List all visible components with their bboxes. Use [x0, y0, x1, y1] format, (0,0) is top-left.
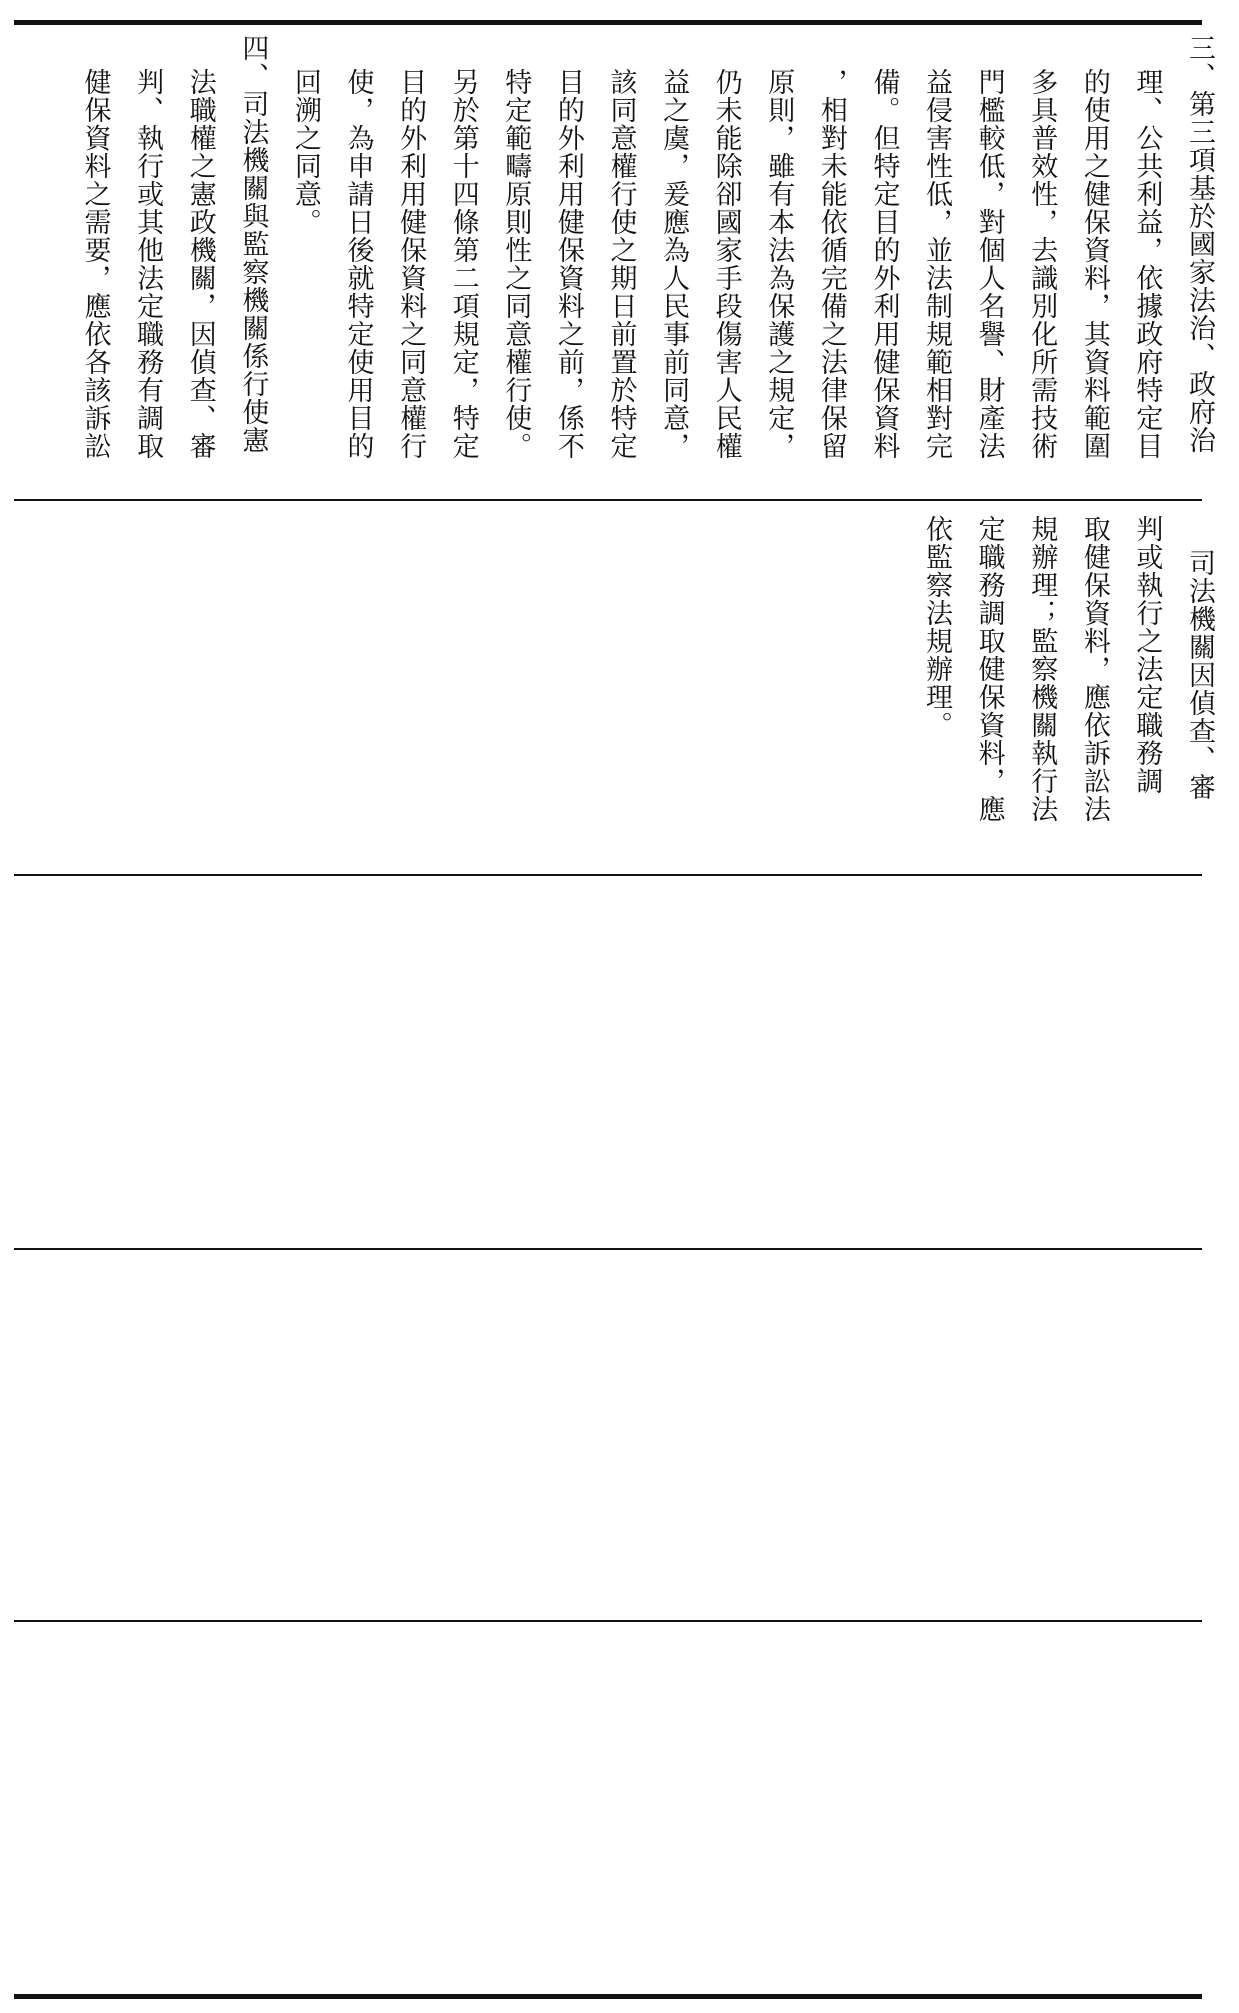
clause-line: 法職權之憲政機關，因偵查、審: [184, 68, 216, 460]
clause-line: 理、公共利益，依據政府特定目: [1131, 68, 1163, 460]
clause-line: 健保資料之需要，應依各該訴訟: [79, 68, 111, 460]
explanation-line: 判或執行之法定職務調: [1131, 515, 1163, 795]
clause-line: 回溯之同意。: [289, 68, 321, 236]
clause-line: 益侵害性低，並法制規範相對完: [921, 68, 953, 460]
explanation-line: 依監察法規辦理。: [921, 515, 953, 739]
clause-line: 目的外利用健保資料之前，係不: [552, 68, 584, 460]
clause-line: 四、司法機關與監察機關係行使憲: [237, 34, 269, 454]
clause-line: 三、第三項基於國家法治、政府治: [1184, 34, 1215, 454]
clause-line: 特定範疇原則性之同意權行使。: [500, 68, 532, 460]
clause-line: ，相對未能依循完備之法律保留: [815, 68, 847, 460]
clause-line: 仍未能除卻國家手段傷害人民權: [710, 68, 742, 460]
row-divider: [14, 1248, 1202, 1250]
clause-line: 多具普效性，去識別化所需技術: [1026, 68, 1058, 460]
clause-line: 的使用之健保資料，其資料範圍: [1078, 68, 1110, 460]
clause-line: 另於第十四條第二項規定，特定: [447, 68, 479, 460]
clause-line: 判、執行或其他法定職務有調取: [132, 68, 164, 460]
top-rule: [14, 20, 1202, 25]
explanation-line: 司法機關因偵查、審: [1184, 549, 1215, 801]
clause-line: 備。但特定目的外利用健保資料: [868, 68, 900, 460]
clause-line: 門檻較低，對個人名譽、財產法: [973, 68, 1005, 460]
row-divider: [14, 1620, 1202, 1622]
clause-line: 益之虞，爰應為人民事前同意，: [658, 68, 690, 460]
explanation-text-column: [37, 515, 1225, 865]
clause-line: 該同意權行使之期日前置於特定: [605, 68, 637, 460]
explanation-line: 規辦理；監察機關執行法: [1026, 515, 1058, 823]
clause-text-column: [37, 34, 1225, 489]
row-divider: [14, 499, 1202, 501]
explanation-line: 取健保資料，應依訴訟法: [1078, 515, 1110, 823]
explanation-line: 定職務調取健保資料，應: [973, 515, 1005, 823]
bottom-rule: [14, 1994, 1202, 1999]
clause-line: 使，為申請日後就特定使用目的: [342, 68, 374, 460]
row-divider: [14, 874, 1202, 876]
clause-line: 目的外利用健保資料之同意權行: [395, 68, 427, 460]
clause-line: 原則，雖有本法為保護之規定，: [763, 68, 795, 460]
